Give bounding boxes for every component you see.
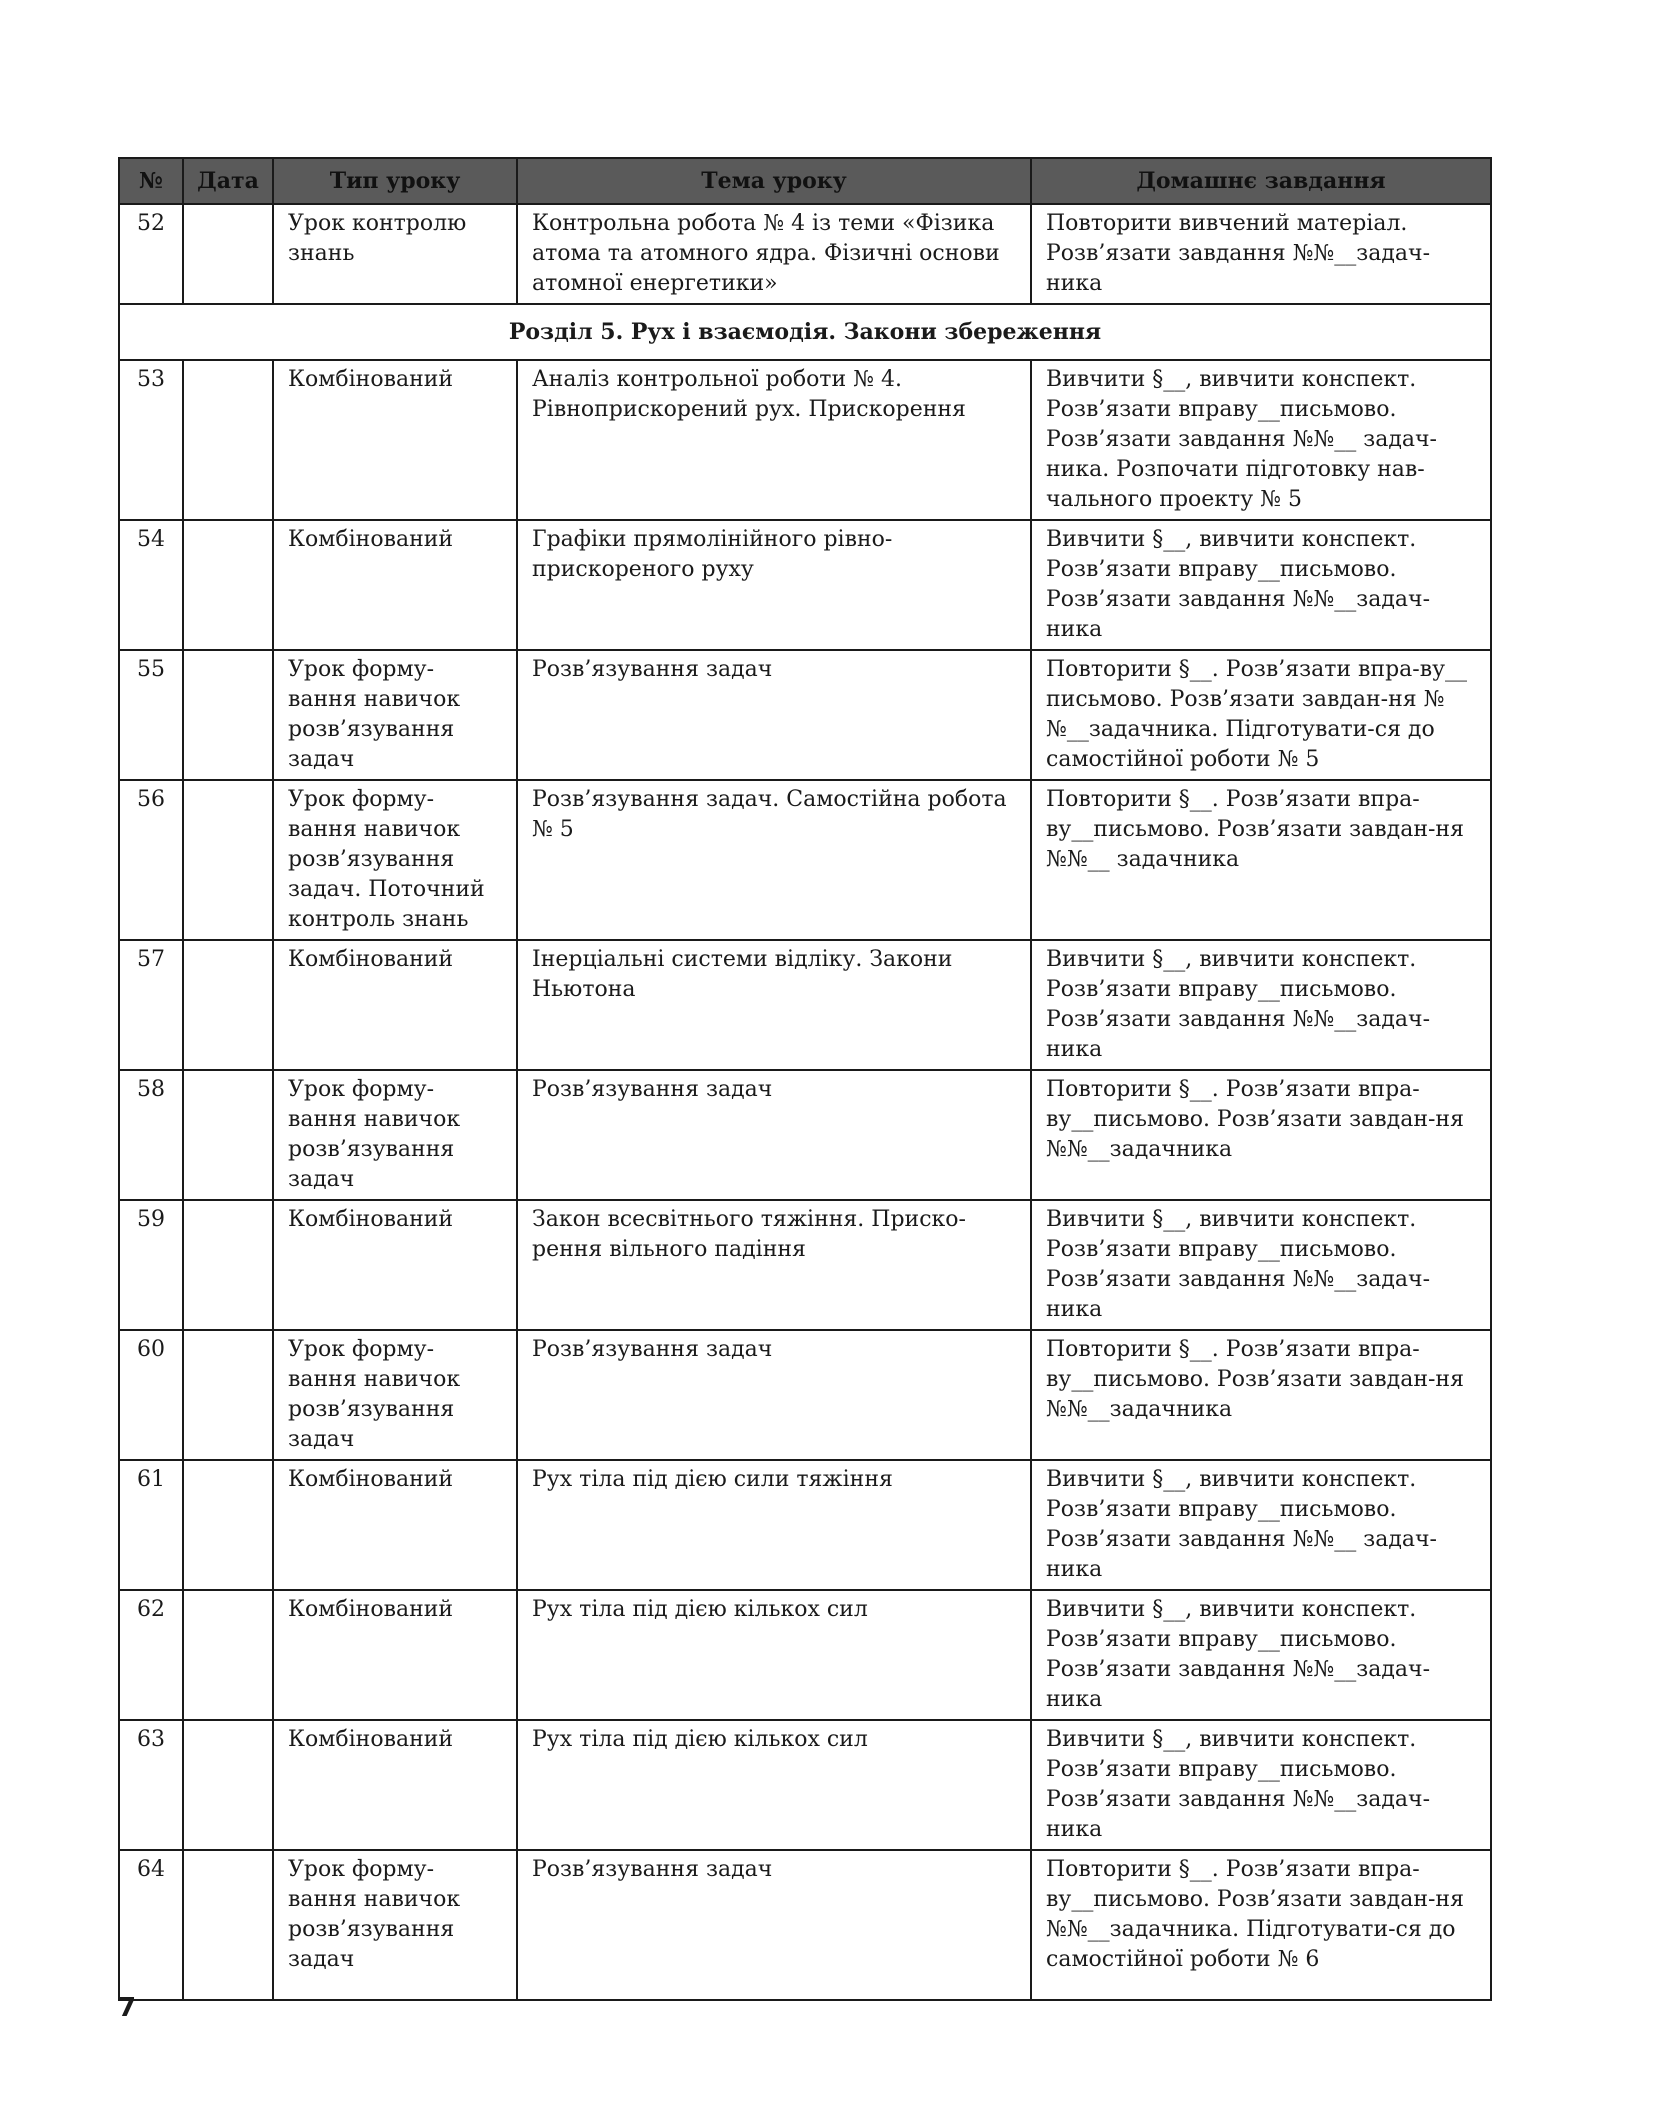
- table-row: [119, 1330, 1491, 1460]
- row-type: Комбінований: [273, 1200, 517, 1330]
- row-date: [183, 1460, 273, 1590]
- row-num: 57: [119, 940, 183, 1070]
- row-homework: Повторити вивчений матеріал. Розв’язати завдання №№__задач-ника: [1031, 204, 1491, 304]
- row-topic: Рух тіла під дією сили тяжіння: [517, 1460, 1031, 1590]
- table-row: [119, 1720, 1491, 1850]
- row-homework: Вивчити §__, вивчити конспект. Розв’язати вправу__письмово. Розв’язати завдання №№__задач-ника: [1031, 520, 1491, 650]
- row-topic: Рух тіла під дією кількох сил: [517, 1590, 1031, 1720]
- table-row: [119, 360, 1491, 520]
- row-topic: Аналіз контрольної роботи № 4. Рівноприскорений рух. Прискорення: [517, 360, 1031, 520]
- row-type: Урок форму-вання навичок розв’язування задач: [273, 650, 517, 780]
- table-row: [119, 1200, 1491, 1330]
- row-num: 62: [119, 1590, 183, 1720]
- row-date: [183, 940, 273, 1070]
- row-homework: Вивчити §__, вивчити конспект. Розв’язати вправу__письмово. Розв’язати завдання №№__задач-ника: [1031, 1720, 1491, 1850]
- row-homework: Вивчити §__, вивчити конспект. Розв’язати вправу__письмово. Розв’язати завдання №№__задач-ника: [1031, 1200, 1491, 1330]
- table-row: [119, 940, 1491, 1070]
- row-date: [183, 650, 273, 780]
- row-topic: Розв’язування задач: [517, 1850, 1031, 2000]
- lesson-plan-table: [118, 157, 1492, 2001]
- row-type: Комбінований: [273, 1460, 517, 1590]
- row-date: [183, 520, 273, 650]
- row-num: 53: [119, 360, 183, 520]
- table-row: [119, 1070, 1491, 1200]
- row-num: 64: [119, 1850, 183, 2000]
- row-type: Урок форму-вання навичок розв’язування задач: [273, 1070, 517, 1200]
- row-homework: Вивчити §__, вивчити конспект. Розв’язати вправу__письмово. Розв’язати завдання №№__задач-ника: [1031, 940, 1491, 1070]
- table-row: [119, 204, 1491, 304]
- row-homework: Повторити §__. Розв’язати впра-ву__письмово. Розв’язати завдан-ня №№__задачника: [1031, 1330, 1491, 1460]
- header-num: №: [119, 158, 183, 204]
- row-topic: Рух тіла під дією кількох сил: [517, 1720, 1031, 1850]
- row-homework: Повторити §__. Розв’язати впра-ву__письмово. Розв’язати завдан-ня №№__задачника. Підготувати-ся до самостійної роботи № 6: [1031, 1850, 1491, 2000]
- table-row: [119, 520, 1491, 650]
- header-topic: Тема уроку: [517, 158, 1031, 204]
- row-date: [183, 360, 273, 520]
- row-date: [183, 204, 273, 304]
- row-topic: Розв’язування задач: [517, 650, 1031, 780]
- row-type: Комбінований: [273, 940, 517, 1070]
- row-topic: Розв’язування задач. Самостійна робота № 5: [517, 780, 1031, 940]
- row-num: 56: [119, 780, 183, 940]
- row-topic: Графіки прямолінійного рівно-прискореного руху: [517, 520, 1031, 650]
- header-date: Дата: [183, 158, 273, 204]
- row-type: Урок форму-вання навичок розв’язування задач: [273, 1850, 517, 2000]
- table-row: [119, 780, 1491, 940]
- row-num: 61: [119, 1460, 183, 1590]
- row-date: [183, 1200, 273, 1330]
- row-date: [183, 1720, 273, 1850]
- row-type: Урок форму-вання навичок розв’язування задач: [273, 1330, 517, 1460]
- table-row: [119, 1460, 1491, 1590]
- row-type: Урок контролю знань: [273, 204, 517, 304]
- row-type: Комбінований: [273, 520, 517, 650]
- row-date: [183, 1590, 273, 1720]
- row-num: 59: [119, 1200, 183, 1330]
- row-homework: Вивчити §__, вивчити конспект. Розв’язати вправу__письмово. Розв’язати завдання №№__ задач-ника: [1031, 1460, 1491, 1590]
- table-header-row: [119, 158, 1491, 204]
- row-num: 60: [119, 1330, 183, 1460]
- row-date: [183, 1850, 273, 2000]
- row-type: Комбінований: [273, 360, 517, 520]
- row-num: 63: [119, 1720, 183, 1850]
- row-homework: Вивчити §__, вивчити конспект. Розв’язати вправу__письмово. Розв’язати завдання №№__задач-ника: [1031, 1590, 1491, 1720]
- row-num: 58: [119, 1070, 183, 1200]
- row-topic: Розв’язування задач: [517, 1330, 1031, 1460]
- table-row: [119, 1850, 1491, 2000]
- section-title: Розділ 5. Рух і взаємодія. Закони збереження: [119, 304, 1491, 360]
- row-homework: Повторити §__. Розв’язати впра-ву__ письмово. Розв’язати завдан-ня №№__задачника. Підготувати-ся до самостійної роботи № 5: [1031, 650, 1491, 780]
- row-type: Урок форму-вання навичок розв’язування задач. Поточний контроль знань: [273, 780, 517, 940]
- table-row: [119, 1590, 1491, 1720]
- page-number: 7: [118, 1993, 137, 2023]
- row-date: [183, 1070, 273, 1200]
- row-topic: Інерціальні системи відліку. Закони Ньютона: [517, 940, 1031, 1070]
- row-topic: Закон всесвітнього тяжіння. Приско-рення вільного падіння: [517, 1200, 1031, 1330]
- row-date: [183, 780, 273, 940]
- header-type: Тип уроку: [273, 158, 517, 204]
- row-num: 55: [119, 650, 183, 780]
- row-type: Комбінований: [273, 1720, 517, 1850]
- row-num: 52: [119, 204, 183, 304]
- row-homework: Повторити §__. Розв’язати впра-ву__письмово. Розв’язати завдан-ня №№__задачника: [1031, 1070, 1491, 1200]
- header-homework: Домашнє завдання: [1031, 158, 1491, 204]
- row-num: 54: [119, 520, 183, 650]
- row-homework: Вивчити §__, вивчити конспект. Розв’язати вправу__письмово. Розв’язати завдання №№__ задач-ника. Розпочати підготовку нав-чального проекту № 5: [1031, 360, 1491, 520]
- row-topic: Розв’язування задач: [517, 1070, 1031, 1200]
- row-date: [183, 1330, 273, 1460]
- row-topic: Контрольна робота № 4 із теми «Фізика атома та атомного ядра. Фізичні основи атомної енергетики»: [517, 204, 1031, 304]
- row-type: Комбінований: [273, 1590, 517, 1720]
- row-homework: Повторити §__. Розв’язати впра-ву__письмово. Розв’язати завдан-ня №№__ задачника: [1031, 780, 1491, 940]
- section-row: [119, 304, 1491, 360]
- table-row: [119, 650, 1491, 780]
